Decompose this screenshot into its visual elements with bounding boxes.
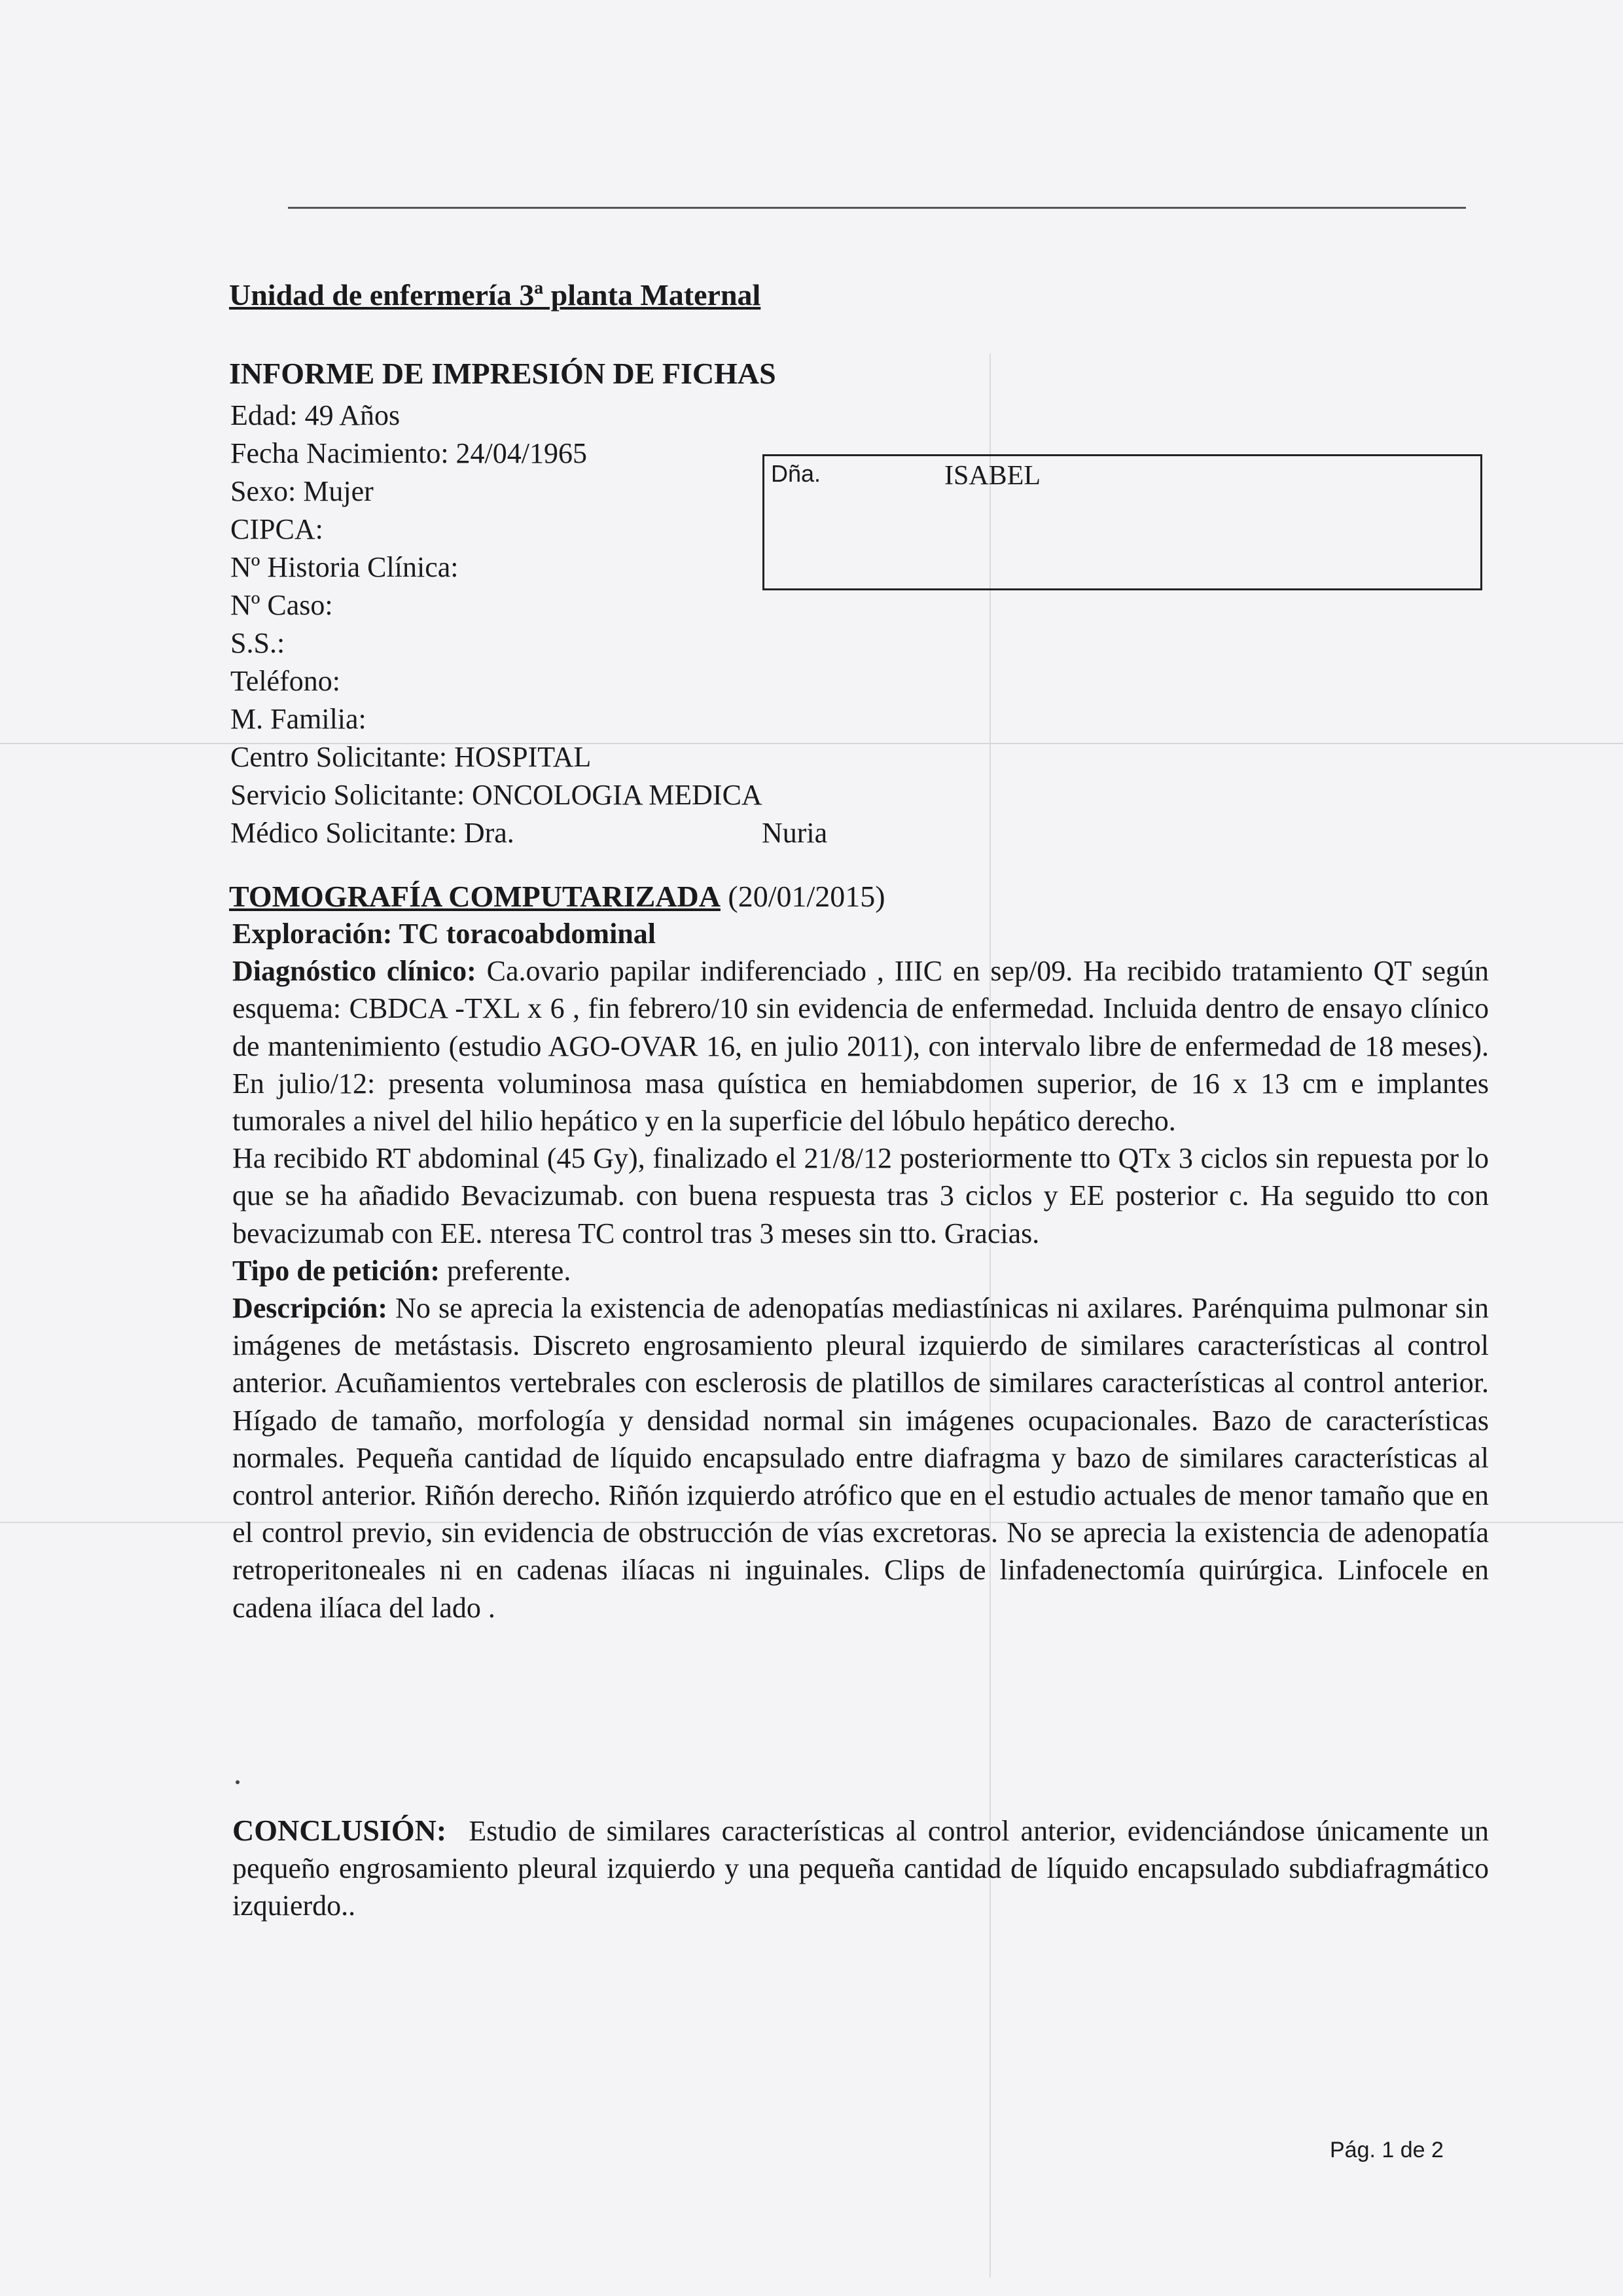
study-type: TOMOGRAFÍA COMPUTARIZADA: [229, 880, 721, 913]
conclusion: [232, 1812, 1489, 1925]
clinical-diagnosis-continued: Ha recibido RT abdominal (45 Gy), finalizado el 21/8/12 posteriormente tto QTx 3 ciclos sin repuesta por lo que se ha añadido Bevacizumab. con buena respuesta tras 3 ciclos y EE posterior c. Ha seguido tto con bevacizumab con EE. nteresa TC control tras 3 meses sin tto. Gracias.: [232, 1142, 1489, 1249]
clinical-diagnosis: [232, 952, 1489, 1139]
unit-title: Unidad de enfermería 3ª planta Maternal: [229, 278, 761, 312]
report-body: [232, 915, 1489, 1626]
patient-birthdate: Fecha Nacimiento: 24/04/1965: [230, 437, 587, 469]
requesting-service: Servicio Solicitante: ONCOLOGIA MEDICA: [230, 779, 762, 811]
requesting-doctor-label: Médico Solicitante: Dra.: [230, 817, 514, 849]
requesting-doctor: [230, 814, 828, 852]
study-title: [229, 879, 885, 914]
conclusion-text: Estudio de similares características al control anterior, evidenciándose únicamente un pequeño engrosamiento pleural izquierdo y una pequeña cantidad de líquido encapsulado subdiafragmático izquierdo..: [232, 1815, 1489, 1922]
clinical-diagnosis-text: Ca.ovario papilar indiferenciado , IIIC en sep/09. Ha recibido tratamiento QT según esquema: CBDCA -TXL x 6 , fin febrero/10 sin evidencia de enfermedad. Incluida dentro de ensayo clínico de mantenimiento (estudio AGO-OVAR 16, en julio 2011), con intervalo libre de enfermedad de 18 meses). En julio/12: presenta voluminosa masa quística en hemiabdomen superior, de 16 x 13 cm e implantes tumorales a nivel del hilio hepático y en la superficie del lóbulo hepático derecho.: [232, 955, 1489, 1138]
description-label: Descripción:: [232, 1292, 388, 1325]
patient-name-box: [762, 454, 1482, 590]
request-type-label: Tipo de petición:: [232, 1254, 440, 1287]
patient-age: Edad: 49 Años: [230, 399, 401, 431]
patient-ss: S.S.:: [230, 627, 285, 659]
patient-case-number: Nº Caso:: [230, 589, 333, 621]
patient-phone: Teléfono:: [230, 665, 340, 697]
requesting-center: Centro Solicitante: HOSPITAL: [230, 741, 592, 773]
patient-name: ISABEL: [944, 461, 1041, 491]
exploration: [232, 915, 1489, 952]
request-type-value: preferente.: [447, 1254, 571, 1287]
name-prefix: Dña.: [771, 460, 821, 487]
clinical-diagnosis-label: Diagnóstico clínico:: [232, 955, 476, 988]
header-rule: [288, 207, 1466, 209]
patient-sex: Sexo: Mujer: [230, 475, 374, 507]
requesting-doctor-name: Nuria: [762, 817, 828, 849]
report-title: INFORME DE IMPRESIÓN DE FICHAS: [229, 357, 776, 390]
description: [232, 1289, 1489, 1626]
conclusion-label: CONCLUSIÓN:: [232, 1814, 447, 1847]
stray-mark: [236, 1780, 240, 1784]
study-date: (20/01/2015): [728, 880, 885, 913]
request-type: [232, 1252, 1489, 1289]
patient-cipca: CIPCA:: [230, 513, 323, 545]
description-text: No se aprecia la existencia de adenopatías mediastínicas ni axilares. Parénquima pulmonar sin imágenes de metástasis. Discreto engrosamiento pleural izquierdo de similares características al control anterior. Acuñamientos vertebrales con esclerosis de platillos de similares características al control anterior. Hígado de tamaño, morfología y densidad normal sin imágenes ocupacionales. Bazo de características normales. Pequeña cantidad de líquido encapsulado entre diafragma y bazo de similares características al control anterior. Riñón derecho. Riñón izquierdo atrófico que en el estudio actuales de menor tamaño que en el control previo, sin evidencia de obstrucción de vías excretoras. No se aprecia la existencia de adenopatía retroperitoneales ni en cadenas ilíacas ni inguinales. Clips de linfadenectomía quirúrgica. Linfocele en cadena ilíaca del lado .: [232, 1292, 1489, 1624]
patient-history-number: Nº Historia Clínica:: [230, 551, 459, 583]
patient-family-doctor: M. Familia:: [230, 703, 366, 735]
page-number: Pág. 1 de 2: [1330, 2138, 1444, 2162]
exploration-label: Exploración: TC toracoabdominal: [232, 918, 656, 950]
